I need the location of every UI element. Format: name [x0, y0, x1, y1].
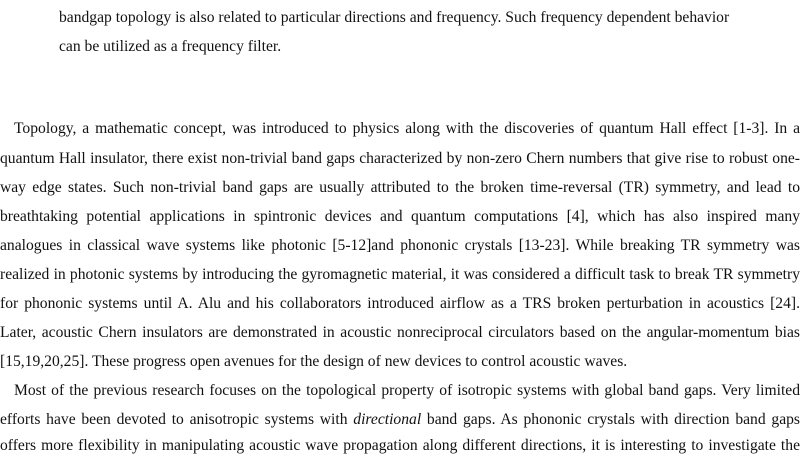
paragraph-1-line-6: realized in photonic systems by introducing the gyromagnetic material, it was considered a difficult task to break TR symmetry	[0, 266, 800, 283]
paragraph-1-line-2: quantum Hall insulator, there exist non-trivial band gaps characterized by non-zero Chern numbers that give rise to robust one-	[0, 150, 800, 167]
paragraph-1-line-9: [15,19,20,25]. These progress open avenues for the design of new devices to control acoustic waves.	[0, 353, 628, 370]
paragraph-2-line-3: offers more flexibility in manipulating acoustic wave propagation along different directions, it is interesting to investigate the	[0, 437, 800, 454]
paragraph-2-line-1: Most of the previous research focuses on the topological property of isotropic systems with global band gaps. Very limited	[14, 382, 800, 399]
paragraph-1-line-1: Topology, a mathematic concept, was introduced to physics along with the discoveries of quantum Hall effect [1-3]. In a	[14, 120, 800, 137]
paragraph-1-line-4: breathtaking potential applications in spintronic devices and quantum computations [4], which has also inspired many	[0, 208, 800, 225]
paragraph-1-line-3: way edge states. Such non-trivial band gaps are usually attributed to the broken time-reversal (TR) symmetry, and lead to	[0, 179, 800, 196]
paragraph-1-line-7: for phononic systems until A. Alu and his collaborators introduced airflow as a TRS broken perturbation in acoustics [24].	[0, 295, 800, 312]
directional-emphasis: directional	[353, 411, 422, 428]
abstract-line-1: bandgap topology is also related to particular directions and frequency. Such frequency dependent behavior	[59, 9, 730, 26]
paragraph-1-line-5: analogues in classical wave systems like photonic [5-12]and phononic crystals [13-23]. While breaking TR symmetry was	[0, 237, 800, 254]
paragraph-2-line-2-after: band gaps. As phononic crystals with direction band gaps	[421, 411, 800, 428]
paragraph-2-line-2-before: efforts have been devoted to anisotropic systems with	[0, 411, 354, 428]
paragraph-1-line-8: Later, acoustic Chern insulators are demonstrated in acoustic nonreciprocal circulators based on the angular-momentum bias	[0, 324, 800, 341]
abstract-line-2: can be utilized as a frequency filter.	[59, 38, 282, 55]
paragraph-2-line-2	[0, 411, 800, 429]
